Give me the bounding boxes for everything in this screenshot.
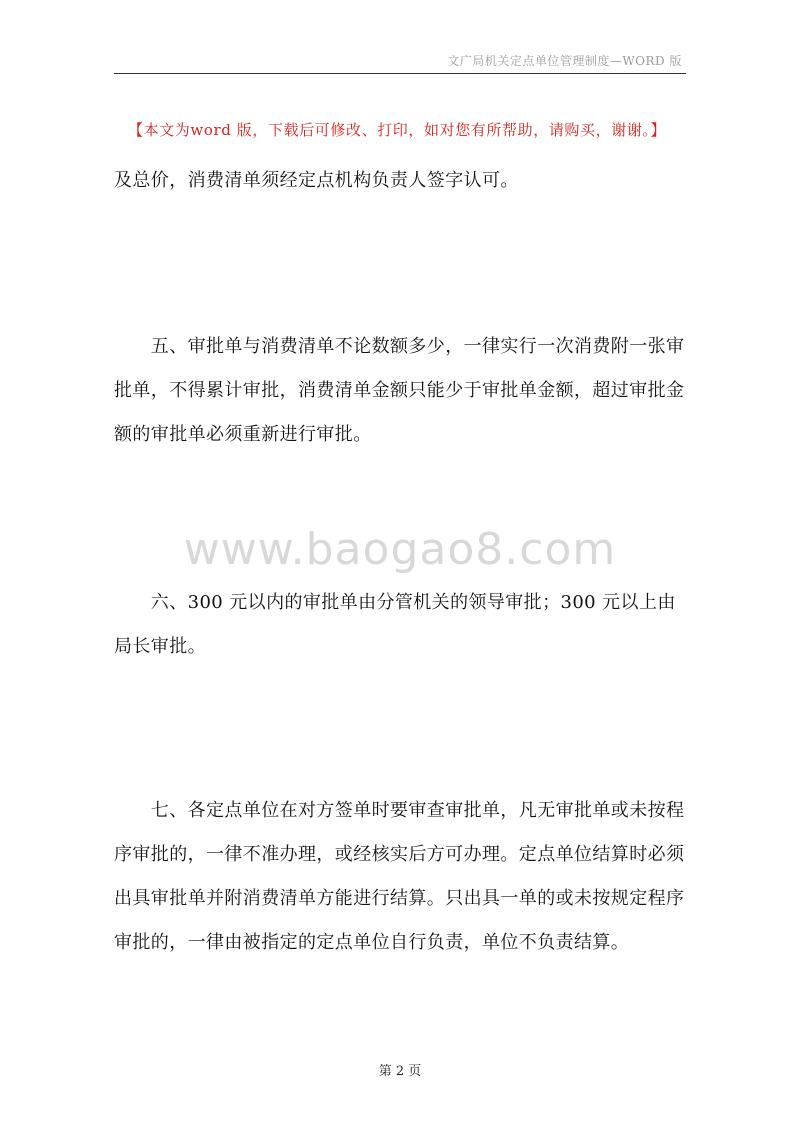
header-divider [114, 73, 686, 74]
document-header-title: 文广局机关定点单位管理制度—WORD 版 [447, 54, 682, 68]
paragraph-item-7: 七、各定点单位在对方签单时要审查审批单，凡无审批单或未按程序审批的，一律不准办理，或经核实后方可办理。定点单位结算时必须出具审批单并附消费清单方能进行结算。只出具一单的或未按规定程序审批的，一律由被指定的定点单位自行负责，单位不负责结算。 [114, 800, 685, 953]
watermark: www.baogao8.com [183, 524, 617, 575]
paragraph-item-6: 六、300 元以内的审批单由分管机关的领导审批；300 元以上由局长审批。 [114, 592, 676, 657]
page-number: 第 2 页 [378, 1064, 422, 1079]
download-notice: 【本文为word 版，下载后可修改、打印，如对您有所帮助，请购买，谢谢。】 [128, 121, 667, 139]
paragraph-item-5: 五、审批单与消费清单不论数额多少，一律实行一次消费附一张审批单，不得累计审批，消费清单金额只能少于审批单金额，超过审批金额的审批单必须重新进行审批。 [114, 336, 685, 445]
paragraph-continuation: 及总价，消费清单须经定点机构负责人签字认可。 [114, 170, 519, 191]
